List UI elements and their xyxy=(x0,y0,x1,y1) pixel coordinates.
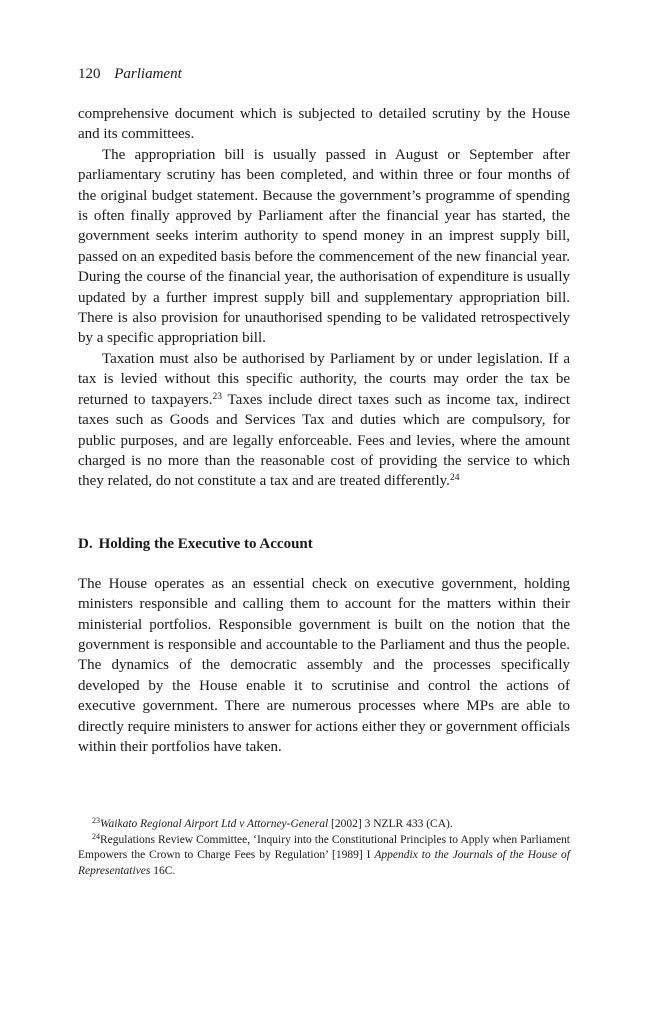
footnote-ref-23[interactable]: 23 xyxy=(212,391,222,402)
footnote-24-journal-title: Appendix to the Journals of the House of Representatives xyxy=(78,849,570,877)
footnote-24 xyxy=(78,833,570,880)
section-heading xyxy=(78,534,570,554)
page-number: 120 xyxy=(78,66,101,82)
footnote-24-text-b: 16C. xyxy=(150,864,176,877)
footnote-23 xyxy=(78,817,570,833)
paragraph-holding-executive: The House operates as an essential check on executive government, holding ministers responsible and calling them to account for the matters within their ministerial portfolios. Responsible government is built on the notion that the government is responsible and accountable to the Parliament and thus the people. The dynamics of the democratic assembly and the processes specifically developed by the House enable it to scrutinise and control the actions of executive government. There are numerous processes where MPs are able to directly require ministers to answer for actions either they or government officials within their portfolios have taken. xyxy=(78,575,570,755)
paragraph-appropriation-bill: The appropriation bill is usually passed in August or September after parliamentary scrutiny has been completed, and within three or four months of the original budget statement. Because the government’s programme of spending is often finally approved by Parliament after the financial year has started, the government seeks interim authority to spend money in an imprest supply bill, passed on an expedited basis before the commencement of the new financial year. During the course of the financial year, the authorisation of expenditure is usually updated by a further imprest supply bill and supplementary appropriation bill. There is also provision for unauthorised spending to be validated retrospectively by a specific appropriation bill. xyxy=(78,146,570,347)
section-title: Holding the Executive to Account xyxy=(98,535,313,552)
footnote-ref-24[interactable]: 24 xyxy=(449,473,460,484)
footnote-24-text-a: Regulations Review Committee, ‘Inquiry into the Constitutional Principles to Apply when Parliament Empowers the Crown to Charge Fees by Regulation’ [1989] I xyxy=(78,833,570,862)
body-text xyxy=(78,104,570,492)
paragraph-taxation xyxy=(78,349,570,492)
paragraph-taxation-text-a: Taxation must also be authorised by Parliament by or under legislation. If a tax is levied without this specific authority, the courts may order the tax be returned to taxpayers. xyxy=(78,350,570,408)
footnote-23-citation: [2002] 3 NZLR 433 (CA). xyxy=(328,818,453,831)
footnote-mark-24: 24 xyxy=(92,831,100,841)
footnotes xyxy=(78,817,570,879)
paragraph-taxation-text-b: Taxes include direct taxes such as income tax, indirect taxes such as Goods and Services Tax and duties which are compulsory, for public purposes, and are legally enforceable. Fees and levies, where the amount charged is no more than the reasonable cost of providing the service to which they related, do not constitute a tax and are treated differently. xyxy=(78,391,570,490)
footnote-mark-23: 23 xyxy=(92,816,100,826)
running-head-title: Parliament xyxy=(114,66,182,82)
section-body xyxy=(78,574,570,758)
footnote-23-case-name: Waikato Regional Airport Ltd v Attorney-General xyxy=(100,818,329,831)
running-head xyxy=(78,64,570,84)
paragraph-continuation: comprehensive document which is subjected to detailed scrutiny by the House and its committees. xyxy=(78,106,570,143)
section-letter: D. xyxy=(78,535,93,552)
book-page xyxy=(78,64,570,879)
